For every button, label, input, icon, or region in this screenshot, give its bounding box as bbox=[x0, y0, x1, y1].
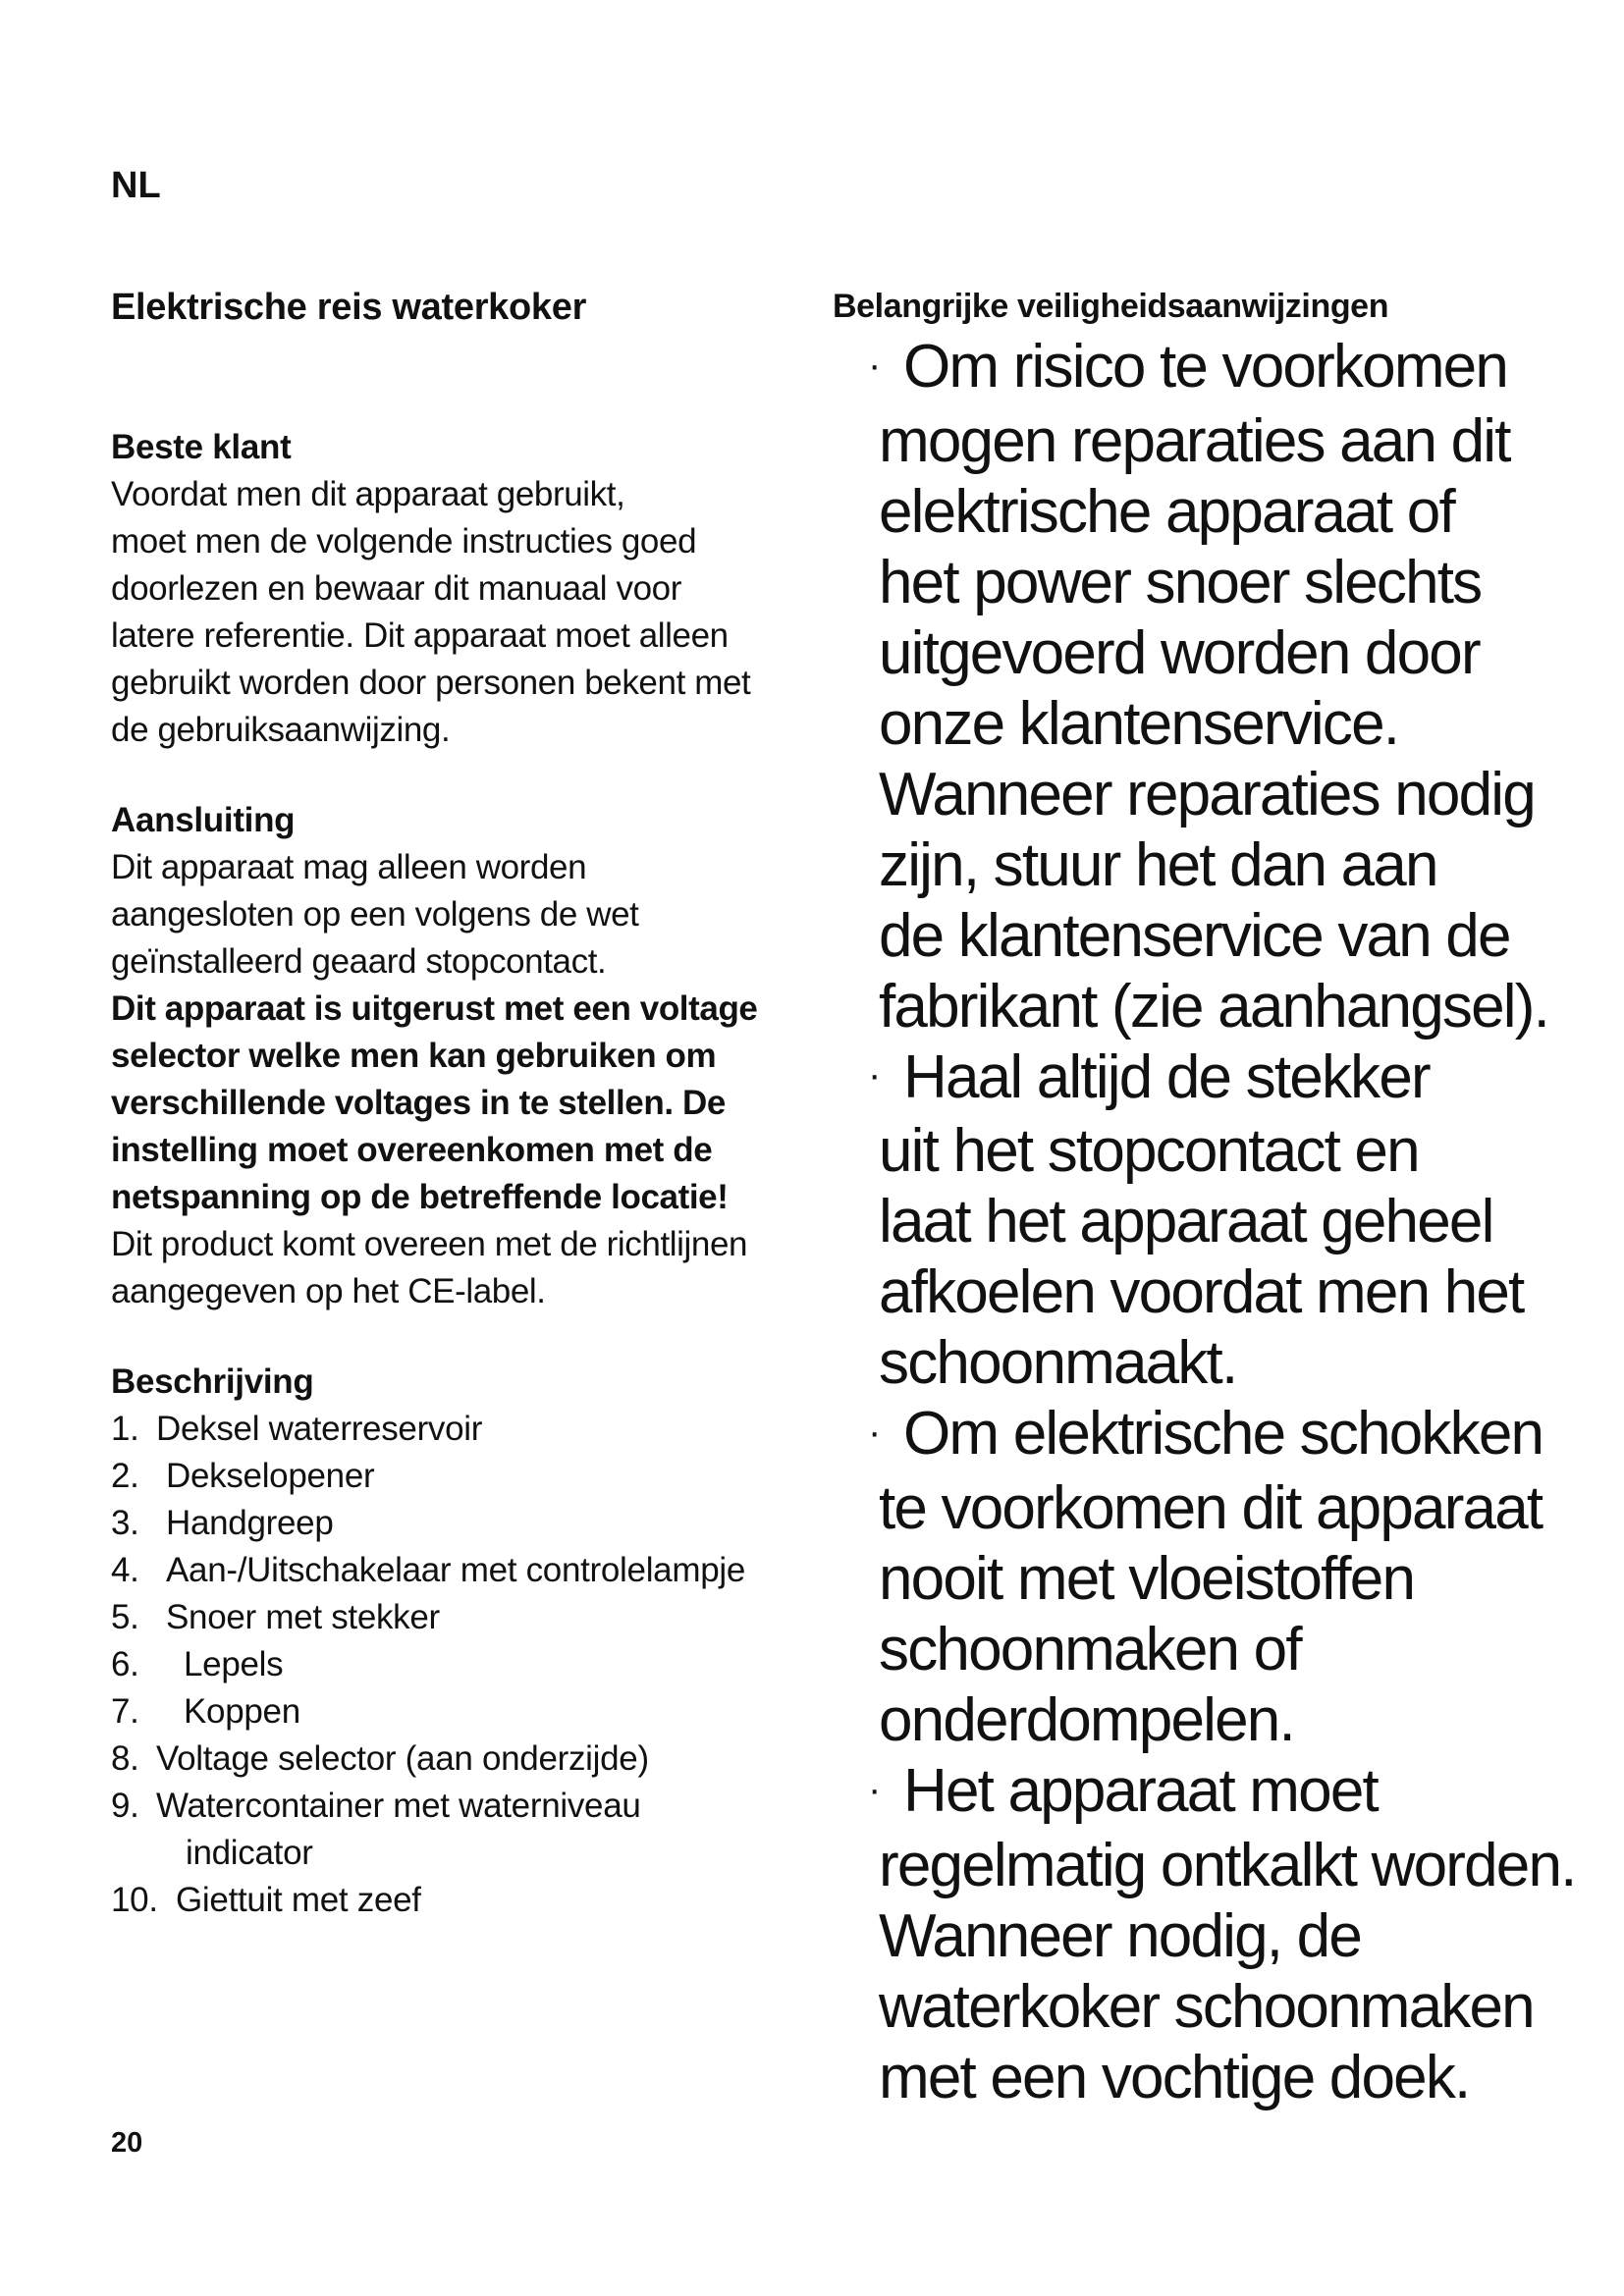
list-item bbox=[111, 1688, 798, 1735]
safety-item bbox=[833, 1756, 1598, 2113]
text-line: te voorkomen dit apparaat bbox=[879, 1473, 1543, 1542]
text-line: zijn, stuur het dan aan bbox=[879, 830, 1437, 899]
connection-section bbox=[111, 797, 798, 1315]
text-line: moet men de volgende instructies goed bbox=[111, 522, 697, 561]
list-item bbox=[111, 1783, 798, 1830]
bullet-icon: · bbox=[868, 1767, 880, 1811]
text-line: de gebruiksaanwijzing. bbox=[111, 711, 451, 749]
item-text: Aan-/Uitschakelaar met controlelampje bbox=[166, 1551, 746, 1589]
text-line: Voordat men dit apparaat gebruikt, bbox=[111, 475, 625, 513]
list-item-continuation bbox=[111, 1830, 798, 1877]
warning-line: Dit apparaat is uitgerust met een voltage bbox=[111, 989, 758, 1028]
text-line: onderdompelen. bbox=[879, 1685, 1294, 1754]
intro-heading: Beste klant bbox=[111, 428, 292, 466]
text-line: het power snoer slechts bbox=[879, 548, 1482, 616]
description-section bbox=[111, 1359, 798, 1924]
text-line: Dit product komt overeen met de richtlijnen bbox=[111, 1225, 748, 1263]
text-line: waterkoker schoonmaken bbox=[879, 1972, 1534, 2041]
text-line: uit het stopcontact en bbox=[879, 1117, 1419, 1186]
text-line: schoonmaakt. bbox=[879, 1329, 1237, 1398]
item-number: 10. bbox=[111, 1881, 158, 1919]
safety-lead: Om elektrische schokken bbox=[903, 1400, 1543, 1468]
item-text: Snoer met stekker bbox=[166, 1598, 440, 1636]
text-line: Dit apparaat mag alleen worden bbox=[111, 848, 587, 886]
item-number: 8. bbox=[111, 1739, 139, 1778]
item-text: Lepels bbox=[184, 1645, 284, 1683]
document-title: Elektrische reis waterkoker bbox=[111, 287, 587, 328]
safety-lead: Haal altijd de stekker bbox=[903, 1042, 1430, 1111]
safety-text bbox=[833, 406, 1598, 1042]
item-text: Dekselopener bbox=[166, 1457, 375, 1495]
text-line: afkoelen voordat men het bbox=[879, 1258, 1524, 1327]
item-number: 2. bbox=[111, 1457, 139, 1495]
item-number: 4. bbox=[111, 1551, 139, 1589]
safety-lead: Het apparaat moet bbox=[903, 1756, 1378, 1825]
description-heading: Beschrijving bbox=[111, 1362, 314, 1401]
item-text: Giettuit met zeef bbox=[176, 1881, 421, 1919]
safety-item bbox=[833, 332, 1598, 1042]
text-line: mogen reparaties aan dit bbox=[879, 406, 1510, 475]
item-text: indicator bbox=[186, 1834, 313, 1872]
text-line: laat het apparaat geheel bbox=[879, 1188, 1493, 1256]
bullet-icon: · bbox=[868, 1410, 880, 1454]
list-item bbox=[111, 1547, 798, 1594]
warning-line: netspanning op de betreffende locatie! bbox=[111, 1178, 729, 1216]
list-item bbox=[111, 1406, 798, 1453]
safety-item bbox=[833, 1042, 1598, 1400]
parts-list bbox=[111, 1406, 798, 1924]
connection-text bbox=[111, 844, 798, 1315]
page-number: 20 bbox=[111, 2127, 143, 2159]
safety-text bbox=[833, 1831, 1598, 2113]
text-line: fabrikant (zie aanhangsel). bbox=[879, 972, 1549, 1041]
item-number: 3. bbox=[111, 1504, 139, 1542]
list-item bbox=[111, 1735, 798, 1783]
text-line: schoonmaken of bbox=[879, 1615, 1301, 1683]
list-item bbox=[111, 1641, 798, 1688]
warning-line: selector welke men kan gebruiken om bbox=[111, 1037, 717, 1075]
text-line: geïnstalleerd geaard stopcontact. bbox=[111, 942, 607, 981]
left-column bbox=[111, 285, 798, 1924]
text-line: regelmatig ontkalkt worden. bbox=[879, 1831, 1576, 1899]
warning-line: verschillende voltages in te stellen. De bbox=[111, 1084, 726, 1122]
safety-text bbox=[833, 1116, 1598, 1399]
text-line: de klantenservice van de bbox=[879, 901, 1510, 970]
language-code: NL bbox=[111, 165, 161, 206]
list-item bbox=[111, 1877, 798, 1924]
item-text: Handgreep bbox=[166, 1504, 334, 1542]
text-line: onze klantenservice. bbox=[879, 689, 1399, 758]
intro-text bbox=[111, 471, 798, 754]
warning-line: instelling moet overeenkomen met de bbox=[111, 1131, 713, 1169]
item-text: Deksel waterreservoir bbox=[156, 1410, 483, 1448]
item-number: 5. bbox=[111, 1598, 139, 1636]
list-item bbox=[111, 1594, 798, 1641]
text-line: elektrische apparaat of bbox=[879, 477, 1454, 546]
text-line: gebruikt worden door personen bekent met bbox=[111, 664, 751, 702]
item-text: Voltage selector (aan onderzijde) bbox=[156, 1739, 649, 1778]
item-number: 9. bbox=[111, 1787, 139, 1825]
safety-item bbox=[833, 1399, 1598, 1756]
safety-heading: Belangrijke veiligheidsaanwijzingen bbox=[833, 288, 1389, 325]
text-line: doorlezen en bewaar dit manuaal voor bbox=[111, 569, 681, 608]
item-number: 6. bbox=[111, 1645, 139, 1683]
list-item bbox=[111, 1453, 798, 1500]
text-line: met een vochtige doek. bbox=[879, 2043, 1470, 2111]
text-line: uitgevoerd worden door bbox=[879, 618, 1480, 687]
bullet-icon: · bbox=[868, 1053, 880, 1097]
item-number: 7. bbox=[111, 1692, 139, 1731]
text-line: Wanneer reparaties nodig bbox=[879, 760, 1535, 828]
text-line: latere referentie. Dit apparaat moet alleen bbox=[111, 616, 729, 655]
item-number: 1. bbox=[111, 1410, 139, 1448]
text-line: Wanneer nodig, de bbox=[879, 1901, 1362, 1970]
item-text: Watercontainer met waterniveau bbox=[156, 1787, 641, 1825]
safety-lead: Om risico te voorkomen bbox=[903, 333, 1508, 400]
safety-text bbox=[833, 1473, 1598, 1756]
connection-heading: Aansluiting bbox=[111, 801, 296, 839]
text-line: aangesloten op een volgens de wet bbox=[111, 895, 639, 934]
item-text: Koppen bbox=[184, 1692, 300, 1731]
right-column bbox=[833, 285, 1598, 2113]
text-line: nooit met vloeistoffen bbox=[879, 1544, 1415, 1613]
list-item bbox=[111, 1500, 798, 1547]
intro-section bbox=[111, 424, 798, 754]
text-line: aangegeven op het CE-label. bbox=[111, 1272, 546, 1310]
bullet-icon: · bbox=[868, 343, 880, 387]
